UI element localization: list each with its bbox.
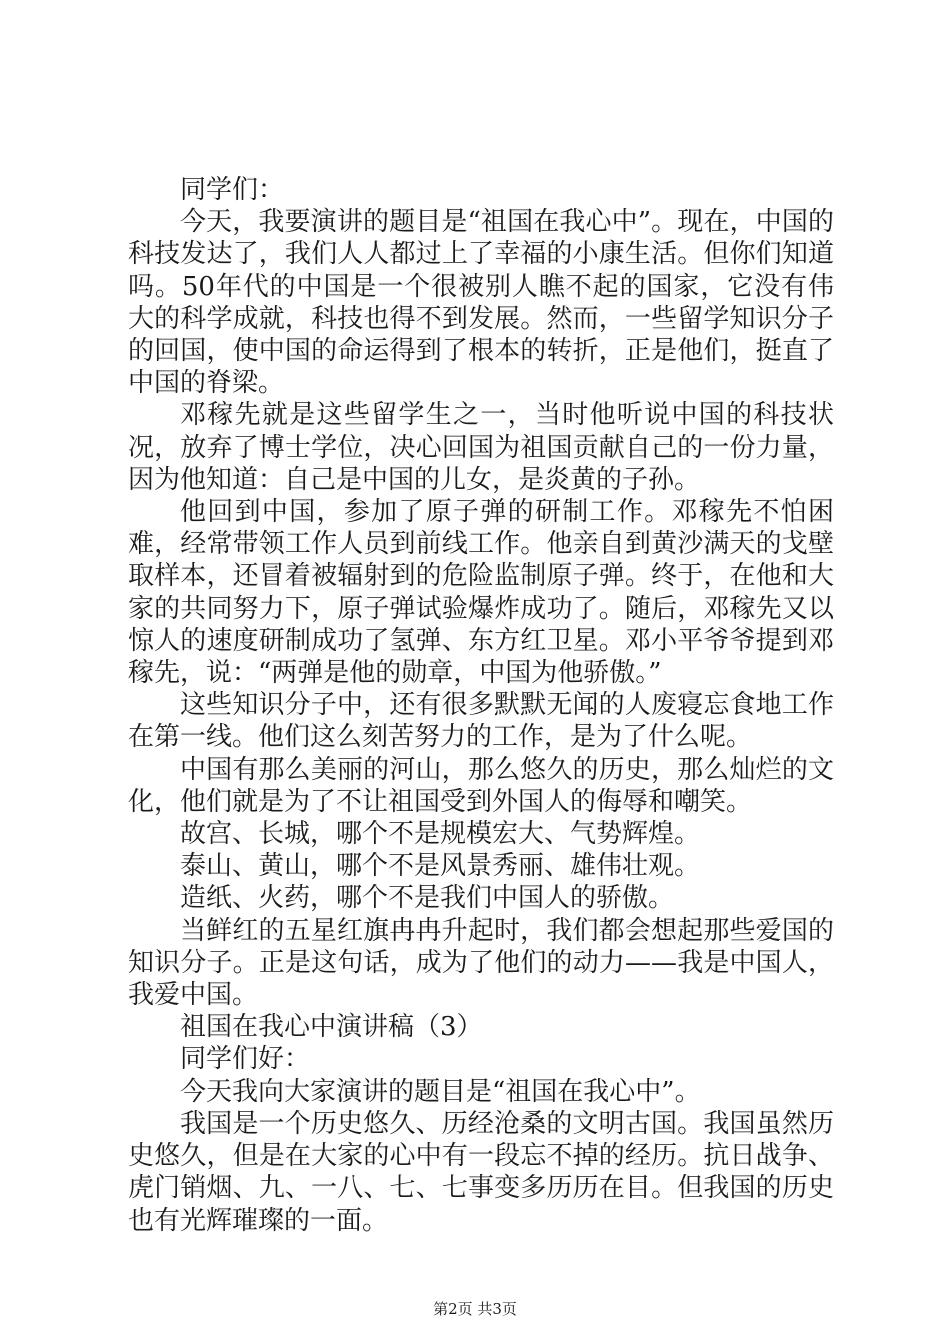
paragraph: 他回到中国，参加了原子弹的研制工作。邓稼先不怕困难，经常带领工作人员到前线工作。他亲自到黄沙满天的戈壁取样本，还冒着被辐射到的危险监制原子弹。终于，在他和大家的共同努力下，原子弹试验爆炸成功了。随后，邓稼先又以惊人的速度研制成功了氢弹、东方红卫星。邓小平爷爷提到邓稼先，说：“两弹是他的勋章，中国为他骄傲。” (128, 497, 834, 689)
paragraph-greeting: 同学们好： (180, 1044, 311, 1075)
paragraph-greeting: 同学们： (180, 175, 285, 205)
paragraph: 这些知识分子中，还有很多默默无闻的人废寝忘食地工作在第一线。他们这么刻苦努力的工作，是为了什么呢。 (128, 690, 834, 753)
section-title: 祖国在我心中演讲稿（3） (180, 1012, 483, 1043)
paragraph: 当鲜红的五星红旗冉冉升起时，我们都会想起那些爱国的知识分子。正是这句话，成为了他们的动力——我是中国人，我爱中国。 (128, 915, 834, 1011)
paragraph: 故宫、长城，哪个不是规模宏大、气势辉煌。 (180, 819, 701, 850)
paragraph: 今天，我要演讲的题目是“祖国在我心中”。现在，中国的科技发达了，我们人人都过上了幸福的小康生活。但你们知道吗。50年代的中国是一个很被别人瞧不起的国家，它没有伟大的科学成就，科技也得不到发展。然而，一些留学知识分子的回国，使中国的命运得到了根本的转折，正是他们，挺直了中国的脊梁。 (128, 207, 834, 399)
document-body (128, 174, 834, 1237)
page-number: 第2页 共3页 (433, 1300, 517, 1318)
paragraph: 泰山、黄山，哪个不是风景秀丽、雄伟壮观。 (180, 851, 701, 882)
paragraph: 造纸、火药，哪个不是我们中国人的骄傲。 (180, 883, 675, 914)
paragraph: 我国是一个历史悠久、历经沧桑的文明古国。我国虽然历史悠久，但是在大家的心中有一段忘不掉的经历。抗日战争、虎门销烟、九、一八、七、七事变多历历在目。但我国的历史也有光辉璀璨的一面。 (128, 1108, 834, 1236)
paragraph: 今天我向大家演讲的题目是“祖国在我心中”。 (180, 1076, 701, 1107)
paragraph: 中国有那么美丽的河山，那么悠久的历史，那么灿烂的文化，他们就是为了不让祖国受到外国人的侮辱和嘲笑。 (128, 754, 834, 817)
paragraph: 邓稼先就是这些留学生之一，当时他听说中国的科技状况，放弃了博士学位，决心回国为祖国贡献自己的一份力量，因为他知道：自己是中国的儿女，是炎黄的子孙。 (128, 400, 834, 495)
